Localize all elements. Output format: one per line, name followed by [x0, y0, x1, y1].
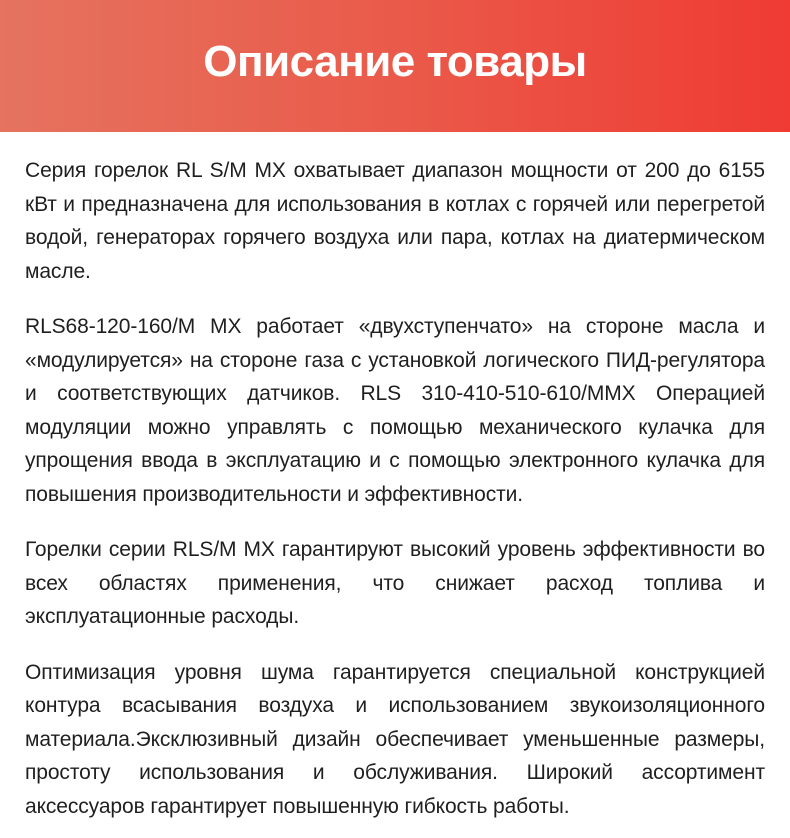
header-banner: [0, 0, 790, 132]
page-title: Описание товары: [203, 37, 587, 86]
description-paragraph-2: RLS68-120-160/M MX работает «двухступенчато» на стороне масла и «модулируется» на стороне газа с установкой логического ПИД-регулятора и соответствующих датчиков. RLS 310-410-510-610/MMX Операцией модуляции можно управлять с помощью механического кулачка для упрощения ввода в эксплуатацию и с помощью электронного кулачка для повышения производительности и эффективности.: [25, 315, 765, 506]
description-paragraph-3: Горелки серии RLS/M MX гарантируют высокий уровень эффективности во всех областях применения, что снижает расход топлива и эксплуатационные расходы.: [25, 538, 765, 628]
description-paragraph-1: Серия горелок RL S/M MX охватывает диапазон мощности от 200 до 6155 кВт и предназначена для использования в котлах с горячей или перегретой водой, генераторах горячего воздуха или пара, котлах на диатермическом масле.: [25, 159, 765, 283]
product-description: [0, 132, 790, 823]
description-paragraph-4: Оптимизация уровня шума гарантируется специальной конструкцией контура всасывания воздуха и использованием звукоизоляционного материала.Эксклюзивный дизайн обеспечивает уменьшенные размеры, простоту использования и обслуживания. Широкий ассортимент аксессуаров гарантирует повышенную гибкость работы.: [25, 660, 765, 818]
